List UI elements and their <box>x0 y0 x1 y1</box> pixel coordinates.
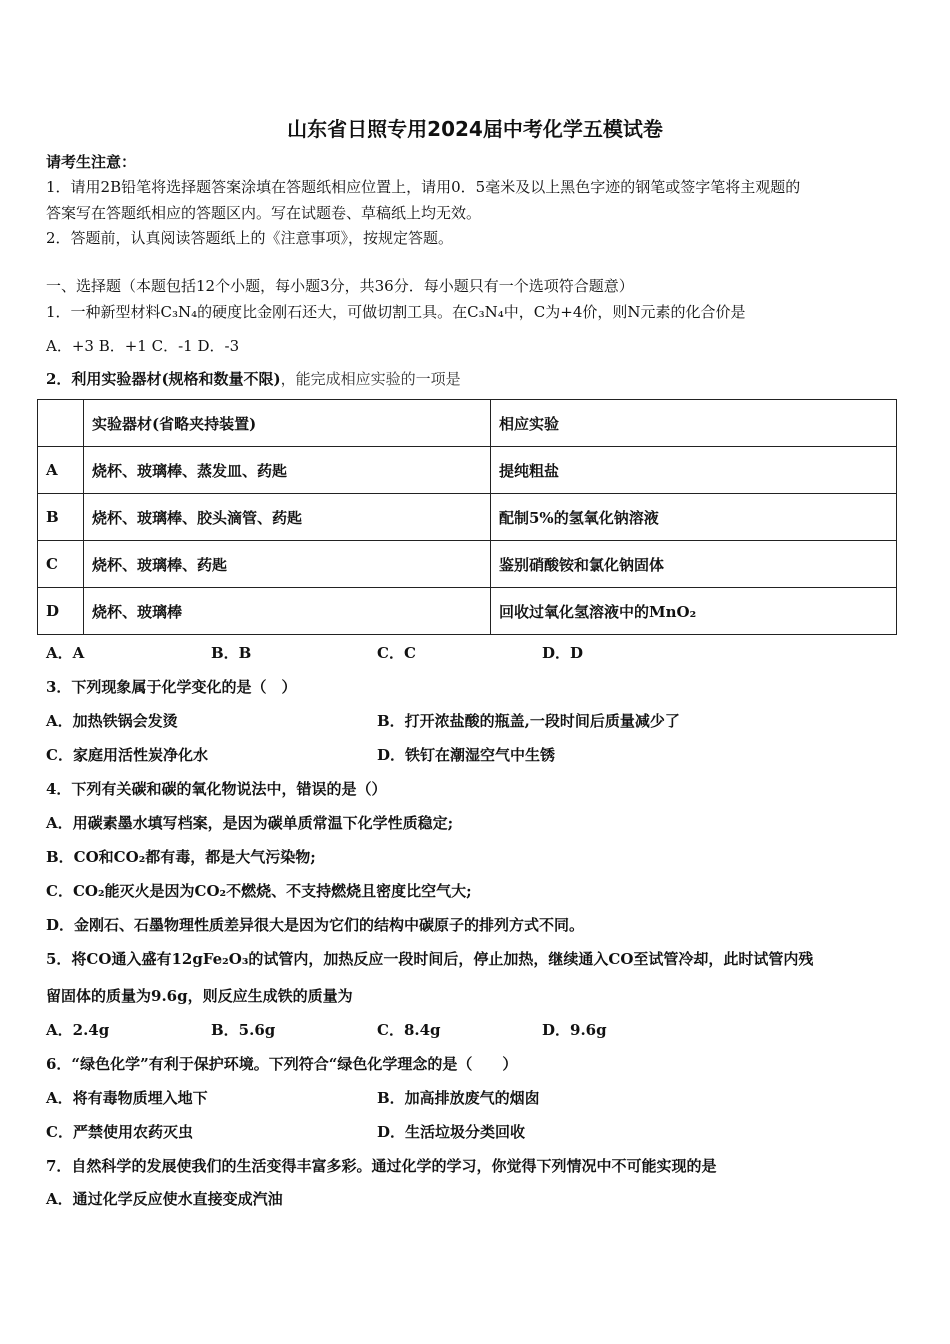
q5-option-d: D．9.6g <box>542 1021 607 1039</box>
q3-option-b: B．打开浓盐酸的瓶盖,一段时间后质量减少了 <box>377 712 680 730</box>
q6-option-b: B．加高排放废气的烟囱 <box>377 1089 540 1107</box>
q2-option-c: C．C <box>377 644 416 662</box>
q2-option-b: B．B <box>211 644 252 662</box>
q1-stem: 1．一种新型材料C₃N₄的硬度比金刚石还大，可做切割工具。在C₃N₄中，C为+4价，则N元素的化合价是 <box>46 303 746 321</box>
q3-option-d: D．铁钉在潮湿空气中生锈 <box>377 746 556 764</box>
table-cell-label: A <box>38 447 84 494</box>
q6-stem: 6．“绿色化学”有利于保护环境。下列符合“绿色化学理念的是（ ） <box>46 1055 518 1073</box>
q4-option-c: C．CO₂能灭火是因为CO₂不燃烧、不支持燃烧且密度比空气大; <box>46 882 472 900</box>
q6-option-c: C．严禁使用农药灭虫 <box>46 1123 193 1141</box>
q6-option-a: A．将有毒物质埋入地下 <box>46 1089 208 1107</box>
q4-option-b: B．CO和CO₂都有毒，都是大气污染物; <box>46 848 316 866</box>
q7-stem: 7．自然科学的发展使我们的生活变得丰富多彩。通过化学的学习，你觉得下列情况中不可能实现的是 <box>46 1157 717 1175</box>
q5-stem-b: 留固体的质量为9.6g，则反应生成铁的质量为 <box>46 987 353 1005</box>
table-row <box>38 494 897 541</box>
table-cell-experiment: 回收过氧化氢溶液中的MnO₂ <box>491 588 897 635</box>
table-cell-experiment: 鉴别硝酸铵和氯化钠固体 <box>491 541 897 588</box>
q5-stem-a: 5．将CO通入盛有12gFe₂O₃的试管内，加热反应一段时间后，停止加热，继续通入CO至试管冷却，此时试管内残 <box>46 950 814 968</box>
q2-option-a: A．A <box>46 644 85 662</box>
table-row <box>38 447 897 494</box>
table-cell-experiment: 提纯粗盐 <box>491 447 897 494</box>
q2-stem-bold: 2．利用实验器材(规格和数量不限) <box>46 370 281 388</box>
q3-option-a: A．加热铁锅会发烫 <box>46 712 178 730</box>
q2-stem-plain: ，能完成相应实验的一项是 <box>280 370 461 388</box>
notice-item-2: 2．答题前，认真阅读答题纸上的《注意事项》，按规定答题。 <box>46 229 454 247</box>
table-header-cell <box>38 400 84 447</box>
q1-options: A．+3 B．+1 C．-1 D．-3 <box>46 337 240 355</box>
q5-option-b: B．5.6g <box>211 1021 276 1039</box>
table-cell-materials: 烧杯、玻璃棒、药匙 <box>84 541 491 588</box>
table-cell-label: C <box>38 541 84 588</box>
table-cell-materials: 烧杯、玻璃棒、蒸发皿、药匙 <box>84 447 491 494</box>
table-cell-materials: 烧杯、玻璃棒 <box>84 588 491 635</box>
q2-option-d: D．D <box>542 644 584 662</box>
page-title: 山东省日照专用2024届中考化学五模试卷 <box>287 117 663 141</box>
q3-stem: 3．下列现象属于化学变化的是（ ） <box>46 678 297 696</box>
q5-option-a: A．2.4g <box>46 1021 110 1039</box>
q3-option-c: C．家庭用活性炭净化水 <box>46 746 208 764</box>
notice-item-1a: 1．请用2B铅笔将选择题答案涂填在答题纸相应位置上，请用0．5毫米及以上黑色字迹的钢笔或签字笔将主观题的 <box>46 178 801 196</box>
table-cell-experiment: 配制5%的氢氧化钠溶液 <box>491 494 897 541</box>
notice-item-1b: 答案写在答题纸相应的答题区内。写在试题卷、草稿纸上均无效。 <box>46 204 482 222</box>
notice-heading: 请考生注意： <box>46 153 137 171</box>
table-row <box>38 588 897 635</box>
table-row <box>38 541 897 588</box>
table-cell-materials: 烧杯、玻璃棒、胶头滴管、药匙 <box>84 494 491 541</box>
table-cell-label: B <box>38 494 84 541</box>
table-header-cell: 实验器材(省略夹持装置) <box>84 400 491 447</box>
q6-option-d: D．生活垃圾分类回收 <box>377 1123 526 1141</box>
q4-option-a: A．用碳素墨水填写档案，是因为碳单质常温下化学性质稳定; <box>46 814 454 832</box>
q7-option-a: A．通过化学反应使水直接变成汽油 <box>46 1190 283 1208</box>
q4-stem: 4．下列有关碳和碳的氧化物说法中，错误的是（） <box>46 780 387 798</box>
section-heading: 一、选择题（本题包括12个小题，每小题3分，共36分．每小题只有一个选项符合题意） <box>46 277 634 295</box>
q4-option-d: D．金刚石、石墨物理性质差异很大是因为它们的结构中碳原子的排列方式不同。 <box>46 916 585 934</box>
experiment-table <box>37 399 897 635</box>
q2-stem <box>46 369 461 389</box>
table-header-row <box>38 400 897 447</box>
q5-option-c: C．8.4g <box>377 1021 441 1039</box>
table-header-cell: 相应实验 <box>491 400 897 447</box>
table-cell-label: D <box>38 588 84 635</box>
